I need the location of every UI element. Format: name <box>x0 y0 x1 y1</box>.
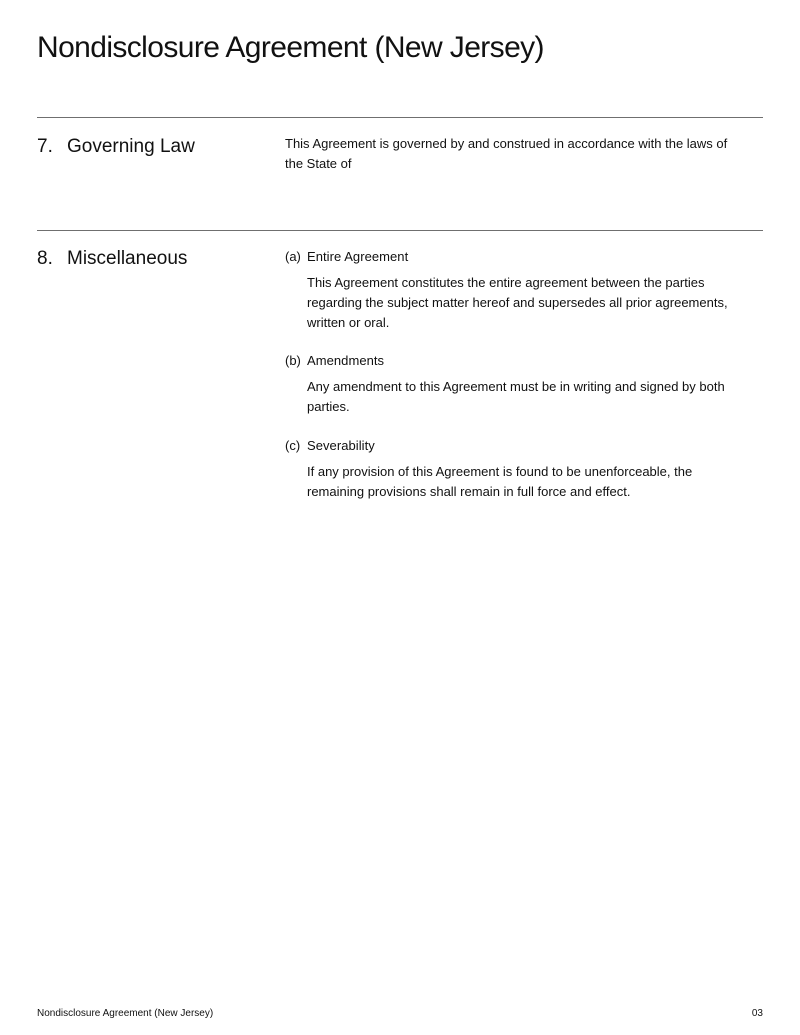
section-title: Miscellaneous <box>67 248 188 269</box>
section-heading-miscellaneous <box>37 247 187 271</box>
section-divider <box>37 117 763 118</box>
section-number: 8. <box>37 248 53 269</box>
clause-heading <box>285 351 755 371</box>
clause-letter: (c) <box>285 438 301 453</box>
section-divider <box>37 230 763 231</box>
governing-law-text: This Agreement is governed by and construed in accordance with the laws of the State of <box>285 136 728 171</box>
clause-letter: (b) <box>285 353 301 368</box>
section-number: 7. <box>37 136 53 157</box>
clause-title: Amendments <box>307 353 385 368</box>
section-heading-governing-law <box>37 135 195 159</box>
section-title: Governing Law <box>67 136 195 157</box>
clause-heading <box>285 436 755 456</box>
clause-severability <box>285 436 755 502</box>
footer-page-number: 03 <box>751 1008 763 1019</box>
clause-letter: (a) <box>285 249 301 264</box>
clause-text: If any provision of this Agreement is found to be unenforceable, the remaining provisions shall remain in full force and effect. <box>307 464 693 499</box>
footer-document-title: Nondisclosure Agreement (New Jersey) <box>37 1008 214 1019</box>
clause-title: Severability <box>307 438 375 453</box>
clause-heading <box>285 247 755 267</box>
clause-entire-agreement <box>285 247 755 333</box>
clause-amendments <box>285 351 755 417</box>
page-title: Nondisclosure Agreement (New Jersey) <box>37 31 544 64</box>
clause-text: This Agreement constitutes the entire agreement between the parties regarding the subject matter hereof and supersedes all prior agreements, written or oral. <box>307 275 728 330</box>
clause-text: Any amendment to this Agreement must be in writing and signed by both parties. <box>307 379 725 414</box>
clause-title: Entire Agreement <box>307 249 409 264</box>
